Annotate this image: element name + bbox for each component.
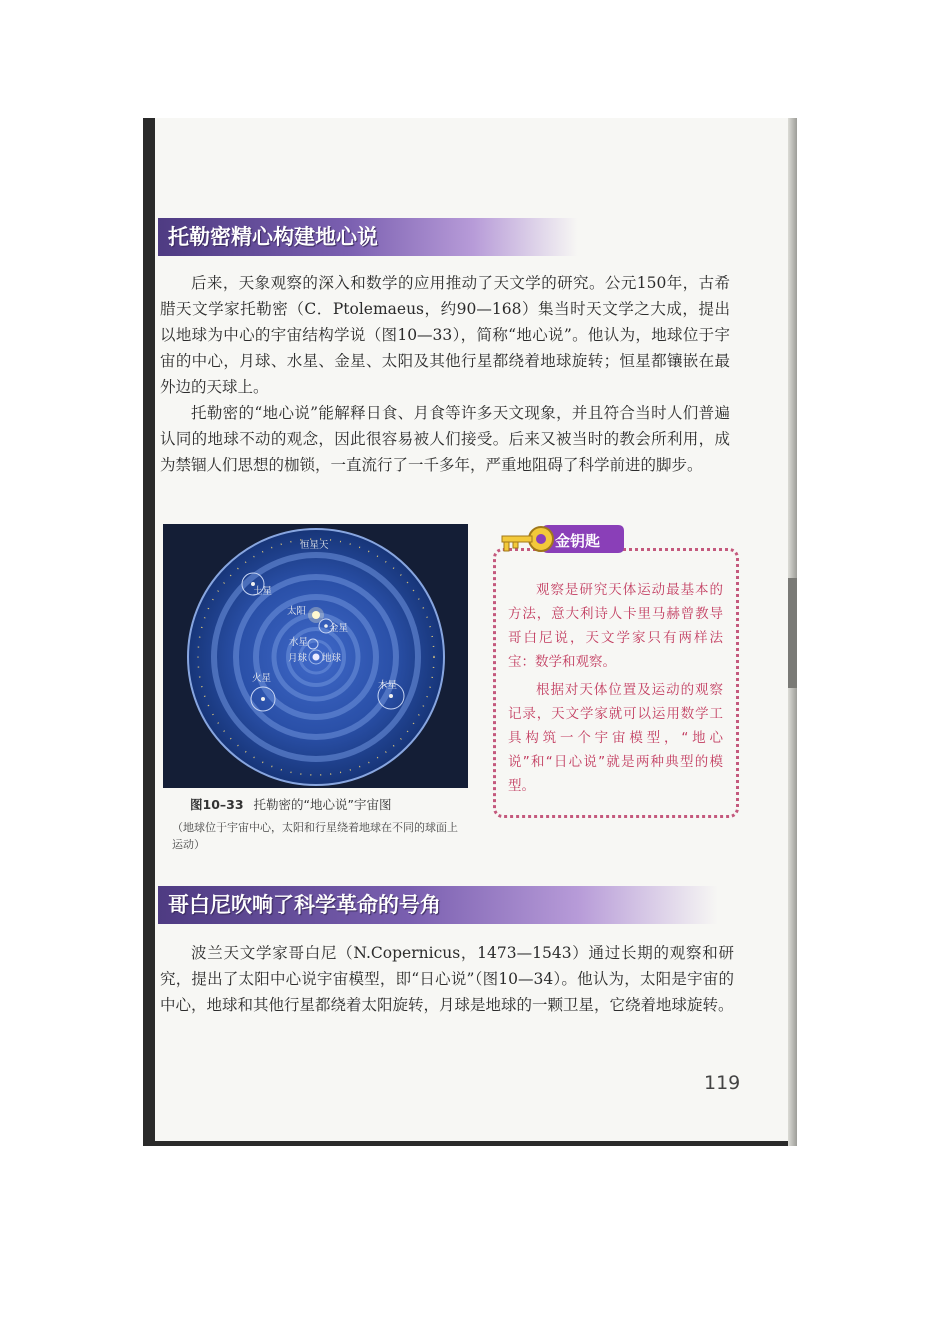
- geocentric-diagram-svg: [163, 524, 468, 788]
- label-jupiter: 木星: [378, 680, 398, 691]
- page-number: 119: [704, 1072, 741, 1094]
- label-mercury: 水星: [289, 637, 309, 648]
- golden-key-label: 金钥匙: [555, 532, 601, 550]
- figure-note: （地球位于宇宙中心，太阳和行星绕着地球在不同的球面上运动）: [172, 821, 458, 851]
- label-earth: 地球: [322, 653, 342, 664]
- geocentric-diagram: [163, 524, 468, 788]
- tip-paragraph: 观察是研究天体运动最基本的方法，意大利诗人卡里马赫曾教导哥白尼说，天文学家只有两样法宝：数学和观察。: [508, 582, 723, 670]
- key-tooth: [513, 542, 518, 548]
- label-moon: 月球: [288, 653, 308, 664]
- mars-marker: [261, 697, 265, 701]
- label-fixed-stars: 恒星天: [300, 540, 329, 551]
- key-hole: [536, 534, 546, 544]
- jupiter-marker: [389, 694, 393, 698]
- label-mars: 火星: [252, 673, 272, 684]
- label-sun: 太阳: [287, 606, 307, 617]
- page-edge-notch: [788, 578, 797, 688]
- page-edge: [788, 118, 797, 1146]
- paragraph: 托勒密的“地心说”能解释日食、月食等许多天文现象，并且符合当时人们普遍认同的地球不动的观念，因此很容易被人们接受。后来又被当时的教会所利用，成为禁锢人们思想的枷锁，一直流行了一千多年，严重地阻碍了科学前进的脚步。: [160, 404, 730, 474]
- figure-number: 图10–33: [190, 797, 244, 812]
- section-heading-ptolemy: 托勒密精心构建地心说: [158, 218, 578, 256]
- paragraph: 波兰天文学家哥白尼（N.Copernicus，1473—1543）通过长期的观察和研究，提出了太阳中心说宇宙模型，即“日心说”（图10—34）。他认为，太阳是宇宙的中心，地球和其他行星都绕着太阳旋转，月球是地球的一颗卫星，它绕着地球旋转。: [160, 944, 734, 1014]
- figure-caption: [190, 795, 392, 813]
- section-heading-copernicus: 哥白尼吹响了科学革命的号角: [158, 886, 718, 924]
- label-saturn: 土星: [253, 586, 273, 597]
- tip-paragraph: 根据对天体位置及运动的观察记录，天文学家就可以运用数学工具构筑一个宇宙模型，“地心说”和“日心说”就是两种典型的模型。: [508, 682, 723, 794]
- earth-marker: [313, 654, 320, 661]
- label-venus: 金星: [329, 623, 349, 634]
- figure-title: 托勒密的“地心说”宇宙图: [253, 797, 392, 812]
- venus-marker: [324, 624, 328, 628]
- paragraph: 后来，天象观察的深入和数学的应用推动了天文学的研究。公元150年，古希腊天文学家托勒密（C．Ptolemaeus，约90—168）集当时天文学之大成，提出以地球为中心的宇宙结构学说（图10—33），简称“地心说”。他认为，地球位于宇宙的中心，月球、水星、金星、太阳及其他行星都绕着地球旋转；恒星都镶嵌在最外边的天球上。: [160, 274, 730, 396]
- key-tooth: [504, 542, 509, 551]
- key-shaft: [502, 536, 532, 542]
